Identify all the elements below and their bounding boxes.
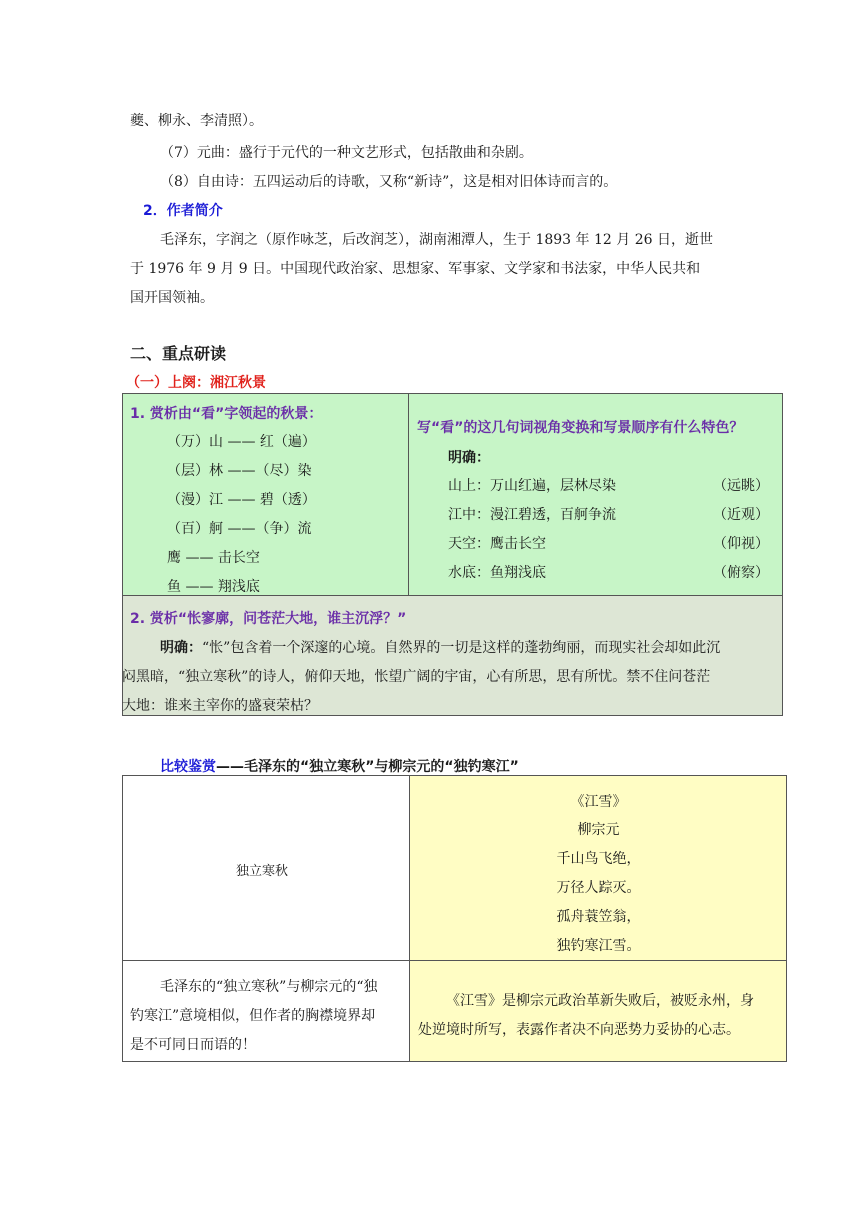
poem-line: 千山鸟飞绝，: [556, 851, 641, 867]
author-paragraph-line-1: 毛泽东，字润之（原作咏芝，后改润芝），湖南湘潭人，生于 1893 年 12 月 26 日，逝世: [160, 232, 713, 248]
box2-answer-line-2: 闷黑暗，“独立寒秋”的诗人，俯仰天地，怅望广阔的宇宙，心有所思，思有所忧。禁不住问苍茫: [122, 669, 711, 685]
author-heading: 2．作者简介: [143, 203, 223, 219]
poem-title: 《江雪》: [570, 794, 627, 810]
box1-right-row-tag: （俯察）: [713, 565, 769, 581]
section-subheading: （一）上阕：湘江秋景: [126, 375, 266, 391]
poem-line: 独钓寒江雪。: [556, 938, 641, 954]
box1-left-item: （层）林 ——（尽）染: [167, 463, 312, 479]
intro-line-3: （8）自由诗：五四运动后的诗歌，又称“新诗”，这是相对旧体诗而言的。: [160, 174, 618, 190]
compare-left-bottom-line-2: 钓寒江”意境相似，但作者的胸襟境界却: [130, 1008, 376, 1024]
box1-right-row-tag: （仰视）: [713, 536, 769, 552]
box1-left-item: （百）舸 ——（争）流: [167, 521, 312, 537]
author-paragraph-line-3: 国开国领袖。: [130, 290, 214, 306]
box1-left-item: （万）山 —— 红（遍）: [167, 434, 316, 450]
box2-answer-text: “怅”包含着一个深邃的心境。自然界的一切是这样的蓬勃绚丽，而现实社会却如此沉: [202, 640, 721, 656]
box1-right-row-text: 天空：鹰击长空: [448, 536, 546, 552]
compare-left-bottom-line-1: 毛泽东的“独立寒秋”与柳宗元的“独: [160, 979, 378, 995]
box2-answer-line-3: 大地：谁来主宰你的盛衰荣枯？: [122, 698, 318, 714]
compare-left-bottom-line-3: 是不可同日而语的！: [130, 1037, 256, 1053]
box1-right-row-text: 江中：漫江碧透，百舸争流: [448, 507, 616, 523]
author-paragraph-line-2: 于 1976 年 9 月 9 日。中国现代政治家、思想家、军事家、文学家和书法家，中华人民共和: [130, 261, 701, 277]
box2-title: 2. 赏析“怅寥廓，问苍茫大地，谁主沉浮？”: [130, 611, 407, 627]
box1-right-row-text: 山上：万山红遍，层林尽染: [448, 478, 616, 494]
box2-answer-line-1: [160, 638, 720, 658]
box1-left-title: 1. 赏析由“看”字领起的秋景：: [130, 406, 323, 422]
poem-line: 孤舟蓑笠翁，: [556, 909, 641, 925]
box2-answer-label: 明确：: [160, 640, 202, 656]
box1-left-item: 鹰 —— 击长空: [167, 550, 260, 566]
compare-right-bottom-cell: [410, 961, 787, 1062]
compare-heading-rest: ——毛泽东的“独立寒秋”与柳宗元的“独钓寒江”: [216, 759, 519, 775]
compare-left-top-text: 独立寒秋: [236, 864, 289, 879]
box1-answer-label: 明确：: [448, 450, 490, 466]
box1-left-item: 鱼 —— 翔浅底: [167, 579, 260, 595]
intro-line-2: （7）元曲：盛行于元代的一种文艺形式，包括散曲和杂剧。: [160, 145, 533, 161]
compare-right-bottom-line-2: 处逆境时所写，表露作者决不向恶势力妥协的心志。: [418, 1022, 740, 1038]
intro-line-1: 夔、柳永、李清照）。: [130, 113, 263, 129]
poem-line: 万径人踪灭。: [556, 880, 641, 896]
compare-heading: [160, 757, 519, 777]
box1-right-question: 写“看”的这几句词视角变换和写景顺序有什么特色？: [417, 420, 744, 436]
box1-right-row-text: 水底：鱼翔浅底: [448, 565, 546, 581]
box1-left-item: （漫）江 —— 碧（透）: [167, 492, 316, 508]
box1-right-row-tag: （远眺）: [713, 478, 769, 494]
compare-right-bottom-line-1: 《江雪》是柳宗元政治革新失败后，被贬永州，身: [446, 993, 754, 1009]
poem-author: 柳宗元: [577, 822, 620, 838]
box1-right-row-tag: （近观）: [713, 507, 769, 523]
compare-heading-blue: 比较鉴赏: [160, 759, 216, 775]
section-heading: 二、重点研读: [130, 344, 227, 363]
